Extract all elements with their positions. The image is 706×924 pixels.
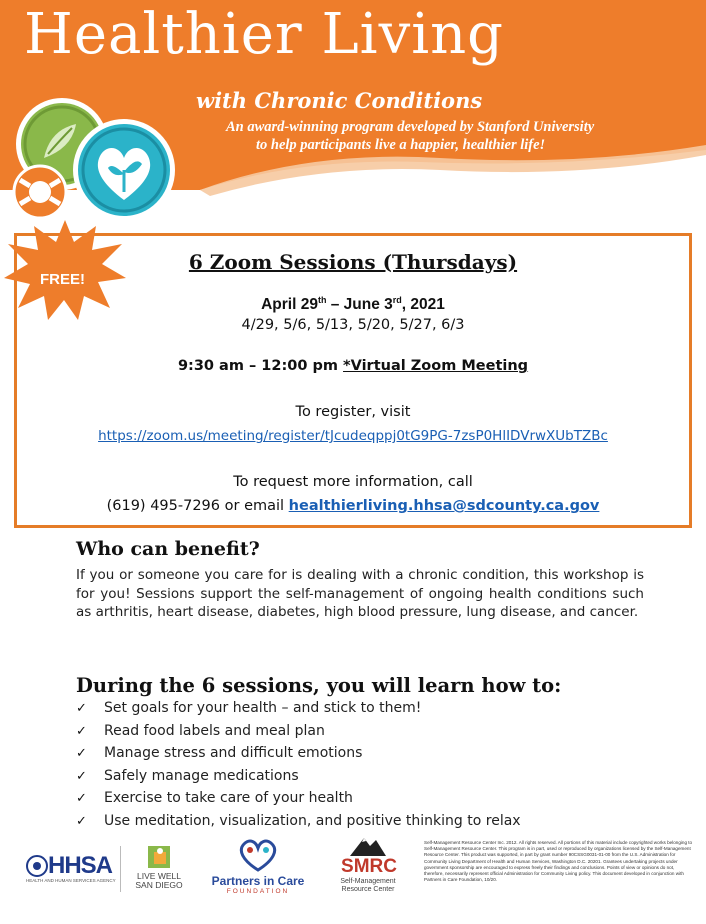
county-seal-icon <box>26 854 48 878</box>
session-time <box>0 358 706 374</box>
header-banner <box>0 0 706 200</box>
date-end-suffix: rd <box>392 295 402 305</box>
list-item <box>76 723 676 746</box>
date-separator: – June 3 <box>326 296 393 314</box>
smrc-logo <box>330 834 406 898</box>
list-item-label: Manage stress and difficult emotions <box>104 745 363 761</box>
hhsa-wordmark: HHSA <box>48 852 113 879</box>
check-icon: ✓ <box>76 768 87 784</box>
learn-checklist <box>76 700 676 835</box>
date-start-suffix: th <box>317 295 327 305</box>
partners-in-care-logo <box>200 834 316 898</box>
date-year: , 2021 <box>401 296 445 314</box>
who-paragraph: If you or someone you care for is dealing with a chronic condition, this workshop is for you! Sessions support the self-management of ongoing health conditions such as arthritis, heart disease, diabetes, high blood pressure, lung disease, and cancer. <box>76 567 644 620</box>
tagline <box>226 118 688 154</box>
email-connector: or email <box>220 498 289 514</box>
learn-heading: During the 6 sessions, you will learn how to: <box>76 674 562 697</box>
partners-in-care-wordmark: Partners in Care <box>211 874 305 888</box>
list-item-label: Use meditation, visualization, and positive thinking to relax <box>104 812 521 829</box>
livewell-wordmark: LIVE WELL SAN DIEGO <box>135 871 183 890</box>
date-range <box>0 295 706 314</box>
register-label: To register, visit <box>295 404 411 420</box>
list-item <box>76 745 676 768</box>
check-icon: ✓ <box>76 813 87 829</box>
check-icon: ✓ <box>76 746 87 761</box>
phone-number: (619) 495-7296 <box>106 498 221 514</box>
hhsa-subtext: HEALTH AND HUMAN SERVICES AGENCY <box>26 878 116 883</box>
free-badge-label: FREE! <box>40 271 85 288</box>
list-item-label: Exercise to take care of your health <box>104 790 353 806</box>
register-url[interactable]: https://zoom.us/meeting/register/tJcudeqppj0tG9PG-7zsP0HlIDVrwXUbTZBc <box>98 428 608 444</box>
who-heading: Who can benefit? <box>76 538 260 560</box>
smrc-subtext: Self-Management Resource Center <box>340 878 396 893</box>
list-item <box>76 768 676 791</box>
livewell-logo <box>128 842 190 898</box>
list-item <box>76 700 676 723</box>
life-ring-icon <box>6 160 76 220</box>
page-subtitle: with Chronic Conditions <box>196 88 483 113</box>
hhsa-logo <box>26 848 116 888</box>
list-item-label: Read food labels and meal plan <box>104 722 325 739</box>
logo-divider <box>120 846 121 892</box>
date-start: April 29 <box>261 296 318 314</box>
partners-in-care-subtext: FOUNDATION <box>226 888 290 895</box>
register-link[interactable] <box>0 428 706 444</box>
list-item <box>76 813 676 836</box>
check-icon: ✓ <box>76 791 87 806</box>
email-link[interactable]: healthierliving.hhsa@sdcounty.ca.gov <box>288 498 600 514</box>
list-item-label: Set goals for your health – and stick to them! <box>104 700 422 716</box>
sessions-title: 6 Zoom Sessions (Thursdays) <box>188 250 518 274</box>
smrc-wordmark: SMRC <box>341 856 397 877</box>
page-title: Healthier Living <box>24 2 505 67</box>
list-item <box>76 790 676 813</box>
check-icon: ✓ <box>76 723 87 739</box>
mountain-icon <box>348 834 388 858</box>
list-item-label: Safely manage medications <box>104 767 299 784</box>
check-icon: ✓ <box>76 701 87 716</box>
info-label: To request more information, call <box>233 474 473 490</box>
tagline-line-2: to help participants live a happier, healthier life! <box>256 137 546 153</box>
legal-fine-print: Self-Management Resource Center Inc. 2012. All rights reserved. All portions of this material include copyrighted works belonging to Self-Management Resource Center. This program is in part, used or reproduced by organizations licensed by the Self-Management Resource Center. This product was supported, in part by grant number 90CSSG0031-01-00 from the U.S. Administration for Community Living Department of Health and Human Services, Washington D.C. 20201. Grantees undertaking projects under government sponsorship are encouraged to express freely their findings and conclusions. Points of view or opinions do not, therefore, necessarily represent official Administration for Community Living policy. This document developed in conjunction with Partners in Care Foundation, 10/20. <box>424 840 693 883</box>
session-dates: 4/29, 5/6, 5/13, 5/20, 5/27, 6/3 <box>241 317 465 333</box>
contact-line <box>0 498 706 514</box>
livewell-figure-icon <box>146 844 172 870</box>
time-range: 9:30 am – 12:00 pm <box>177 358 344 374</box>
tagline-line-1: An award-winning program developed by Stanford University <box>226 119 595 135</box>
hands-heart-icon <box>232 836 284 874</box>
meeting-type: *Virtual Zoom Meeting <box>343 358 529 374</box>
heart-sprout-icon <box>72 118 176 222</box>
